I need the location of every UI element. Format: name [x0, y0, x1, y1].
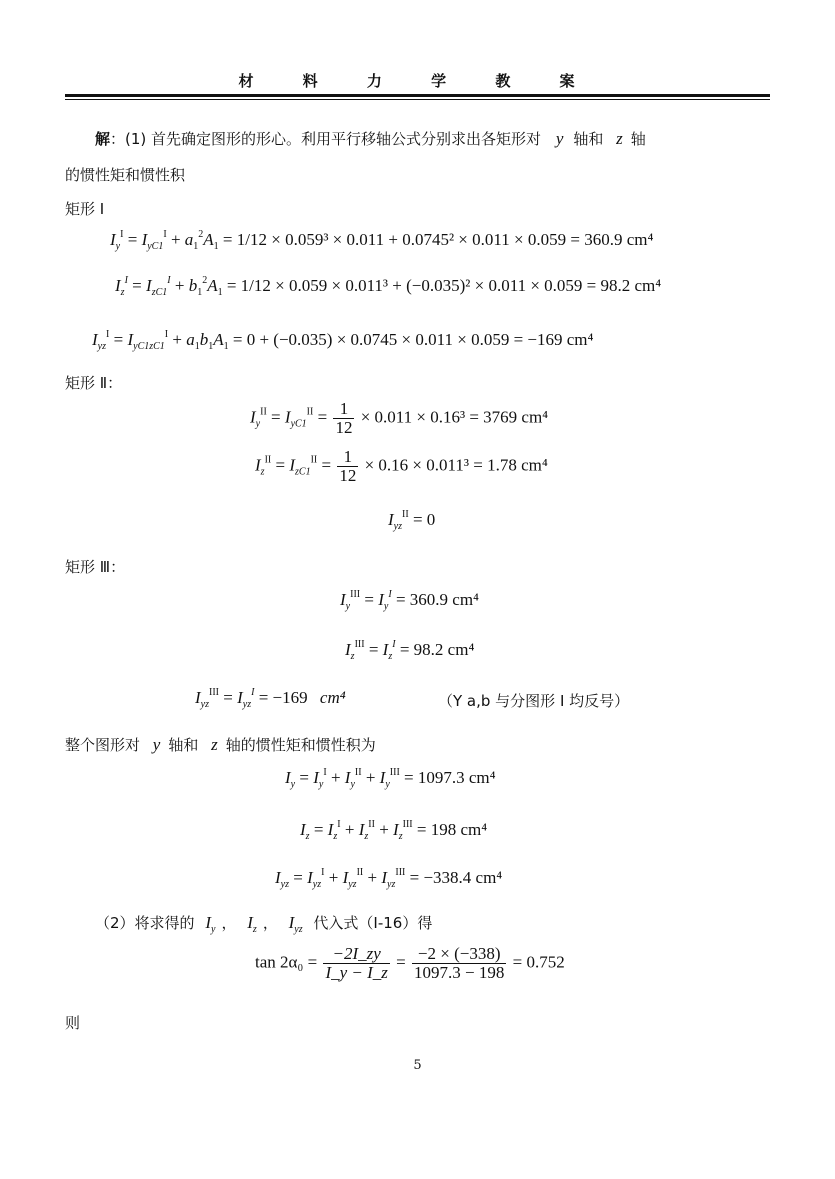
rect1-eq-Iz: $I_z^I = I_{zC1}^I + b_1^2A_1 = 1/12 \times 0.059 \times 0.011^3 + (-0.035)^2 \times 0.011 \times 0.059 = 98.2$ cm⁴ — [115, 275, 662, 298]
total-eq-Iy: $I_y = I_y^I + I_y^{II} + I_y^{III} = 1097.3$ cm⁴ — [285, 767, 496, 790]
rect1-eq-Iy: $I_y^I = I_{yC1}^I + a_1^2A_1 = 1/12 \times 0.059^3 \times 0.011 + 0.0745^2 \times 0.011 \times 0.059 = 360.9$ cm⁴ — [110, 229, 654, 252]
step2-line: （2）将求得的 $I_y$ ， $I_z$ ， $I_{yz}$ 代入式（Ⅰ-16）得 — [95, 913, 433, 935]
rect2-heading: 矩形 Ⅱ： — [65, 374, 123, 392]
rect3-eq-Iz: $I_z^{III} = I_z^I = 98.2$ cm⁴ — [345, 639, 475, 662]
rect3-eq-Iy: $I_y^{III} = I_y^I = 360.9$ cm⁴ — [340, 589, 479, 612]
total-eq-Iz: $I_z = I_z^I + I_z^{II} + I_z^{III} = 198$ cm⁴ — [300, 819, 488, 842]
sign-note: （Y a,b 与分图形 I 均反号） — [438, 692, 630, 710]
rect1-eq-Iyz: $I_{yz}^I = I_{yC1zC1}^I + a_1b_1A_1 = 0 + (-0.035) \times 0.0745 \times 0.011 \times 0.059 = -169$ cm⁴ — [92, 329, 594, 352]
page-number: 5 — [413, 1058, 422, 1073]
rect3-heading: 矩形 Ⅲ： — [65, 558, 126, 576]
rect2-eq-Iy: $I_y^{II} = I_{yC1}^{II}$ = $\frac{1}{12}$ × 0.011 × 0.16³ = 3769 cm⁴ — [250, 399, 549, 437]
total-eq-Iyz: $I_{yz} = I_{yz}^I + I_{yz}^{II} + I_{yz}^{III} = -338.4$ cm⁴ — [275, 867, 503, 890]
rect3-eq-Iyz: $I_{yz}^{III} = I_{yz}^I = -169$ cm⁴ — [195, 687, 346, 710]
tan-fraction-numeric: $\frac{-2 \times (-338)}{1097.3 - 198}$ — [414, 944, 505, 982]
header-rule-thick — [65, 94, 770, 97]
rect2-eq-Iz: $I_z^{II} = I_{zC1}^{II}$ = $\frac{1}{12}$ × 0.16 × 0.011³ = 1.78 cm⁴ — [255, 447, 548, 485]
then-word: 则 — [65, 1014, 81, 1032]
total-heading: 整个图形对 y 轴和 z 轴的惯性矩和惯性积为 — [65, 735, 376, 754]
rect2-eq-Iyz: $I_{yz}^{II} = 0$ — [388, 509, 436, 532]
tan-equation: tan 2α₀ = $\frac{-2I\_zy}{I\_y - I\_z}$ = $\frac{-2 \times (-338)}{1097.3 - 198}$ = 0.752 — [255, 944, 565, 982]
rect1-heading: 矩形 I — [65, 200, 105, 218]
tan-fraction-symbolic: $\frac{-2I\_zy}{I\_y - I\_z}$ — [325, 944, 388, 982]
intro-line-1: 解：(1) 首先确定图形的形心。利用平行移轴公式分别求出各矩形对 y 轴和 z 轴 — [95, 129, 646, 148]
header-rule-thin — [65, 99, 770, 100]
intro-line-2: 的惯性矩和惯性积 — [65, 166, 186, 184]
solution-label: 解 — [95, 130, 111, 148]
page-header: 材 料 力 学 教 案 — [238, 72, 597, 90]
